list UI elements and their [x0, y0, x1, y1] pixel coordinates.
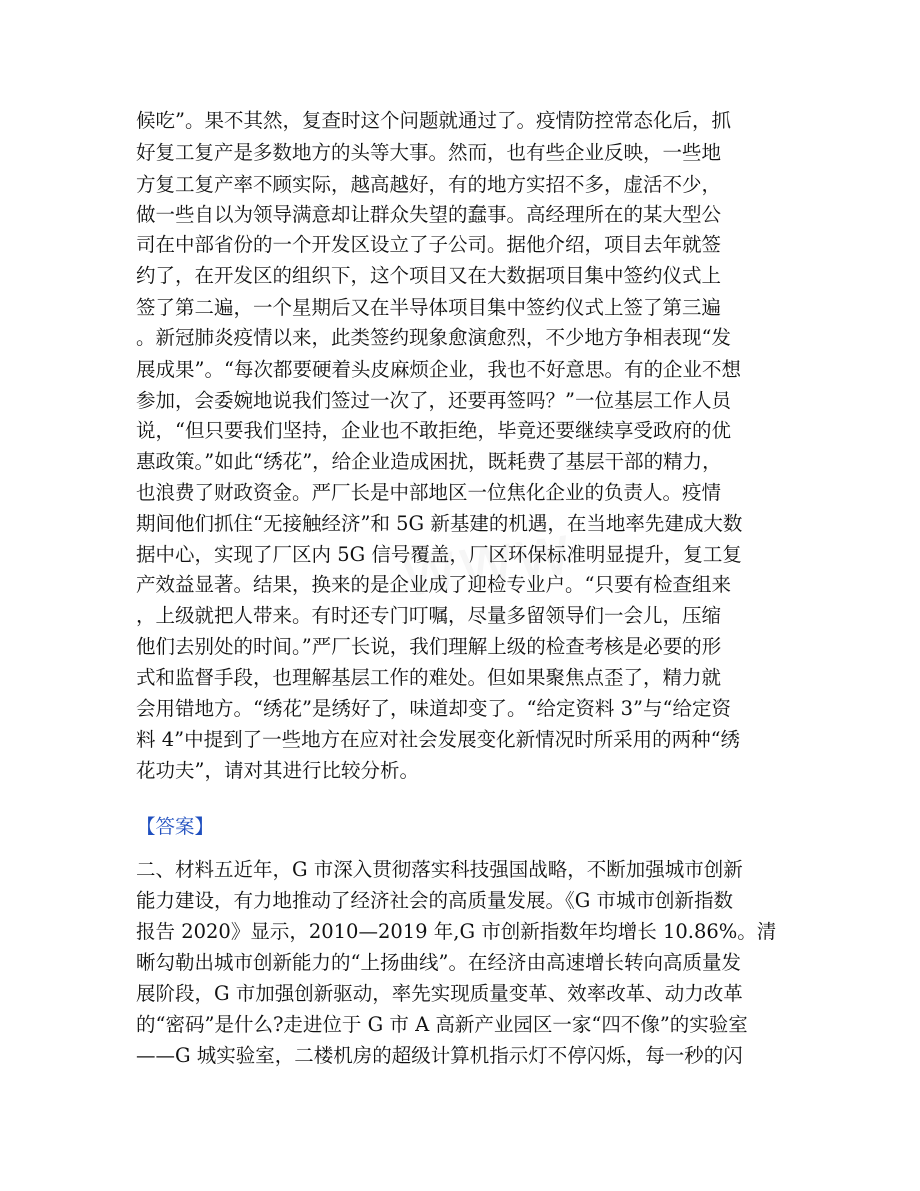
text-line: 期间他们抓住“无接触经济”和 5G 新基建的机遇，在当地率先建成大数: [136, 512, 743, 535]
text-line: 签了第二遍，一个星期后又在半导体项目集中签约仪式上签了第三遍: [136, 296, 722, 319]
text-line: 花功夫”，请对其进行比较分析。: [136, 759, 419, 782]
text-line: 也浪费了财政资金。严厂长是中部地区一位焦化企业的负责人。疫情: [136, 481, 722, 504]
text-line: ——G 城实验室，二楼机房的超级计算机指示灯不停闪烁，每一秒的闪: [136, 1044, 743, 1067]
text-line: 他们去别处的时间。”严厂长说，我们理解上级的检查考核是必要的形: [136, 635, 722, 658]
text-line: 说，“但只要我们坚持，企业也不敢拒绝，毕竟还要继续享受政府的优: [136, 419, 731, 442]
text-line: 好复工复产是多数地方的头等大事。然而，也有些企业反映，一些地: [136, 141, 722, 164]
text-line: 会用错地方。“绣花”是绣好了，味道却变了。“给定资料 3”与“给定资: [136, 697, 731, 720]
text-line: 方复工复产率不顾实际，越高越好，有的地方实招不多，虚活不少，: [136, 173, 722, 196]
text-line: 料 4”中提到了一些地方在应对社会发展变化新情况时所采用的两种“绣: [136, 728, 741, 751]
text-line: 展阶段，G 市加强创新驱动，率先实现质量变革、效率改革、动力改革: [136, 982, 743, 1005]
text-line: 晰勾勒出城市创新能力的“上扬曲线”。在经济由高速增长转向高质量发: [136, 951, 741, 974]
text-line: 候吃”。果不其然，复查时这个问题就通过了。疫情防控常态化后，抓: [136, 109, 731, 132]
text-line: 参加，会委婉地说我们签过一次了，还要再签吗？”一位基层工作人员: [136, 389, 731, 412]
text-line: 约了，在开发区的组织下，这个项目又在大数据项目集中签约仪式上: [136, 264, 722, 287]
text-line: 司在中部省份的一个开发区设立了子公司。据他介绍，项目去年就签: [136, 233, 722, 256]
text-line: 产效益显著。结果，换来的是企业成了迎检专业户。“只要有检查组来: [136, 573, 731, 596]
text-line: 惠政策。”如此“绣花”，给企业造成困扰，既耗费了基层干部的精力，: [136, 450, 722, 473]
text-line: 据中心，实现了厂区内 5G 信号覆盖，厂区环保标准明显提升，复工复: [136, 543, 742, 566]
text-line: 展成果”。“每次都要硬着头皮麻烦企业，我也不好意思。有的企业不想: [136, 358, 741, 381]
answer-label: 【答案】: [136, 815, 215, 838]
text-line: 。新冠肺炎疫情以来，此类签约现象愈演愈烈，不少地方争相表现“发: [136, 326, 731, 349]
text-line: 式和监督手段，也理解基层工作的难处。但如果聚焦点歪了，精力就: [136, 666, 722, 689]
text-line: 做一些自以为领导满意却让群众失望的蠢事。高经理所在的某大型公: [136, 203, 722, 226]
text-line: 能力建设，有力地推动了经济社会的高质量发展。《G 市城市创新指数: [136, 889, 734, 912]
text-line: ，上级就把人带来。有时还专门叮嘱，尽量多留领导们一会儿，压缩: [136, 604, 722, 627]
text-line: 的“密码”是什么?走进位于 G 市 A 高新产业园区一家“四不像”的实验室: [136, 1013, 748, 1036]
text-line: 二、材料五近年，G 市深入贯彻落实科技强国战略，不断加强城市创新: [136, 858, 743, 881]
text-line: 报告 2020》显示，2010—2019 年,G 市创新指数年均增长 10.86%。清: [136, 920, 777, 943]
